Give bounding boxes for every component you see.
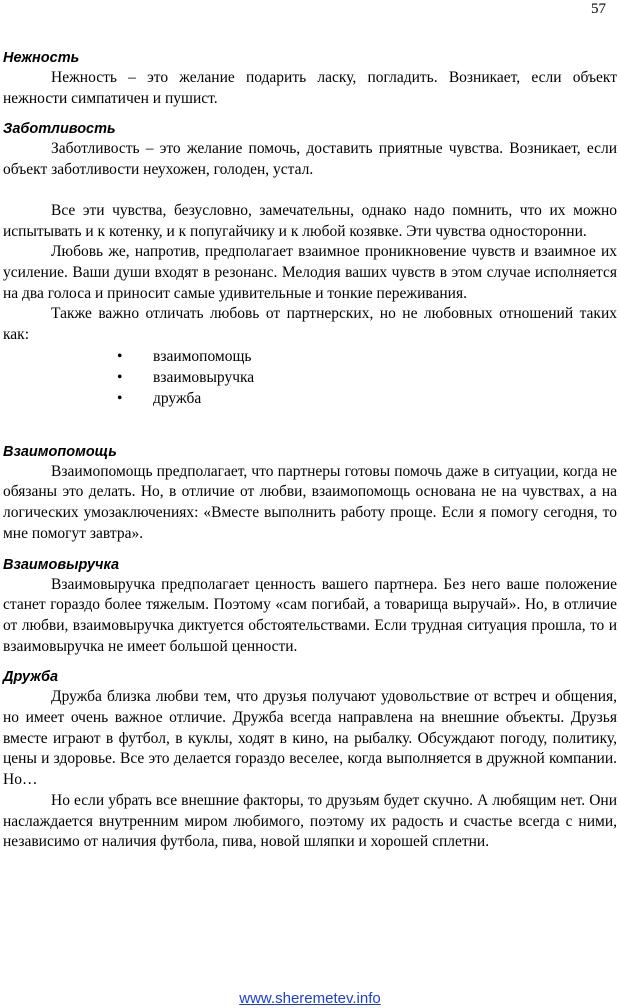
paragraph-mutual-rescue: Взаимовыручка предполагает ценность вашего партнера. Без него ваше положение станет гораздо более тяжелым. Поэтому «сам погибай, а товарища выручай». Но, в отличие от любви, взаимовыручка диктуется обстоятельствами. Если трудная ситуация прошла, то и взаимовыручка не имеет большой ценности. [3, 575, 617, 655]
paragraph-care: Заботливость – это желание помочь, доставить приятные чувства. Возникает, если объект заботливости неухожен, голоден, устал. [3, 140, 617, 179]
bullet-icon: • [117, 368, 123, 386]
list-item [111, 346, 617, 367]
bullet-icon: • [117, 347, 123, 365]
section-heading-friendship: Дружба [3, 669, 59, 686]
paragraph-mutual-help: Взаимопомощь предполагает, что партнеры готовы помочь даже в ситуации, когда не обязаны это делать. Но, в отличие от любви, взаимопомощь основана не на чувствах, а на логических умозаключениях: «Вместе выполнить работу проще. Если я помогу сегодня, то мне помогут завтра». [3, 462, 617, 542]
paragraph-general-1: Все эти чувства, безусловно, замечательны, однако надо помнить, что их можно испытывать и к котенку, и к попугайчику и к любой козявке. Эти чувства односторонни. [3, 201, 617, 240]
website-link[interactable]: www.sheremetev.info [239, 990, 381, 1007]
list-item [111, 367, 617, 388]
list-item-label: дружба [153, 389, 202, 407]
paragraph-tenderness: Нежность – это желание подарить ласку, погладить. Возникает, если объект нежности симпатичен и пушист. [3, 69, 617, 107]
section-heading-tenderness: Нежность [3, 50, 80, 66]
list-item-label: взаимовыручка [153, 368, 255, 386]
list-item [111, 388, 617, 409]
paragraph-general-3: Также важно отличать любовь от партнерских, но не любовных отношений таких как: [3, 305, 617, 344]
paragraph-friendship-2: Но если убрать все внешние факторы, то друзьям будет скучно. А любящим нет. Они наслаждается внутренним миром любимого, поэтому их радость и счастье всегда с ними, независимо от наличия футбола, пива, новой шляпки и хорошей сплетни. [3, 791, 617, 851]
section-heading-care: Заботливость [3, 121, 116, 138]
section-heading-mutual-help: Взаимопомощь [3, 443, 117, 460]
page-number: 57 [591, 1, 606, 17]
relationship-list [3, 346, 617, 409]
document-body [3, 48, 617, 853]
list-item-label: взаимопомощь [153, 347, 252, 365]
paragraph-friendship-1: Дружба близка любви тем, что друзья получают удовольствие от встреч и общения, но имеет очень важное отличие. Дружба всегда направлена на внешние объекты. Друзья вместе играют в футбол, в куклы, ходят в кино, на рыбалку. Обсуждают погоду, политику, цены и здоровье. Все это делается гораздо веселее, когда выполняется в дружной компании. Но… [3, 688, 617, 789]
bullet-icon: • [117, 389, 123, 407]
section-heading-mutual-rescue: Взаимовыручка [3, 556, 120, 573]
paragraph-general-2: Любовь же, напротив, предполагает взаимное проникновение чувств и взаимное их усиление. Ваши души входят в резонанс. Мелодия ваших чувств в этом случае исполняется на два голоса и приносит самые удивительные и тонкие переживания. [3, 243, 617, 302]
